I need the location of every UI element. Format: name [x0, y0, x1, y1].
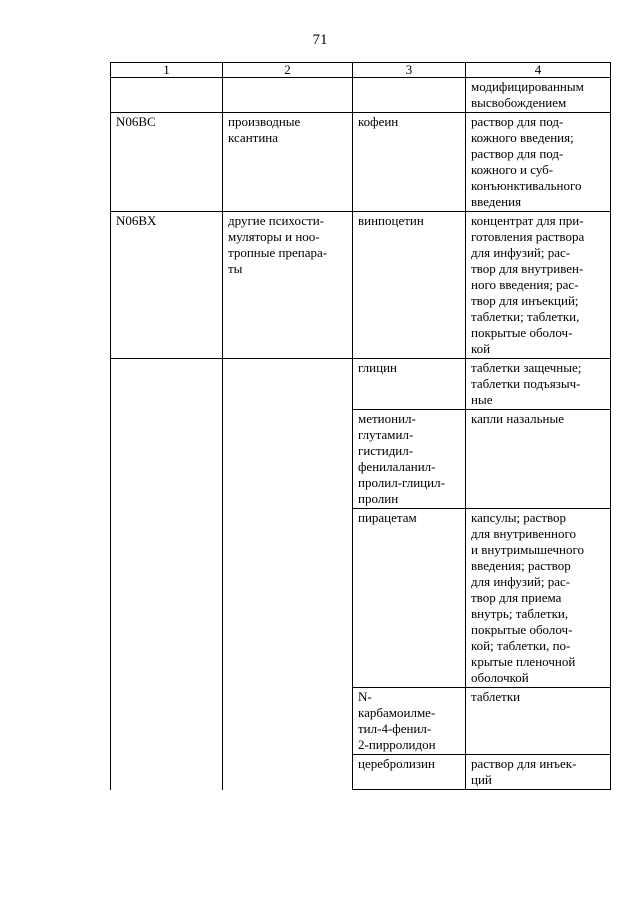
dosage-form-cell: модифицированным высвобождением: [466, 78, 611, 113]
table-header-row: [111, 63, 611, 78]
column-number-4: 4: [466, 63, 611, 78]
group-name-cell: другие психости- муляторы и ноо- тропные препара- ты: [223, 212, 353, 359]
group-name-cell-merged: [223, 410, 353, 509]
group-name-cell: производные ксантина: [223, 113, 353, 212]
atc-code-cell: [111, 78, 223, 113]
dosage-form-cell: таблетки защечные; таблетки подъязыч- ные: [466, 359, 611, 410]
table-row: [111, 755, 611, 790]
column-number-3: 3: [353, 63, 466, 78]
column-number-2: 2: [223, 63, 353, 78]
dosage-form-cell: раствор для инъек- ций: [466, 755, 611, 790]
dosage-form-cell: концентрат для при- готовления раствора для инфузий; рас- твор для внутривен- ного введения; рас- твор для инъекций; таблетки; таблетки, покрытые оболоч- кой: [466, 212, 611, 359]
table-row: [111, 113, 611, 212]
substance-cell: кофеин: [353, 113, 466, 212]
dosage-form-cell: капли назальные: [466, 410, 611, 509]
group-name-cell-merged: [223, 509, 353, 688]
group-name-cell-merged: [223, 359, 353, 410]
substance-cell: метионил- глутамил- гистидил- фенилаланил- пролил-глицил- пролин: [353, 410, 466, 509]
group-name-cell-merged: [223, 755, 353, 790]
atc-code-cell-merged: [111, 509, 223, 688]
table-row: [111, 509, 611, 688]
table-row: [111, 410, 611, 509]
atc-code-cell: N06BX: [111, 212, 223, 359]
substance-cell: глицин: [353, 359, 466, 410]
atc-code-cell-merged: [111, 410, 223, 509]
page-number: 71: [312, 32, 328, 48]
group-name-cell: [223, 78, 353, 113]
column-number-1: 1: [111, 63, 223, 78]
table-row-continuation: [111, 78, 611, 113]
atc-code-cell: N06BC: [111, 113, 223, 212]
substance-cell: [353, 78, 466, 113]
drug-table: [110, 62, 611, 790]
table-row: [111, 212, 611, 359]
table-row: [111, 359, 611, 410]
substance-cell: пирацетам: [353, 509, 466, 688]
substance-cell: церебролизин: [353, 755, 466, 790]
atc-code-cell-merged: [111, 755, 223, 790]
atc-code-cell-merged: [111, 688, 223, 755]
dosage-form-cell: таблетки: [466, 688, 611, 755]
group-name-cell-merged: [223, 688, 353, 755]
table-row: [111, 688, 611, 755]
dosage-form-cell: раствор для под- кожного введения; раствор для под- кожного и суб- конъюнктивального введения: [466, 113, 611, 212]
dosage-form-cell: капсулы; раствор для внутривенного и внутримышечного введения; раствор для инфузий; рас- твор для приема внутрь; таблетки, покрытые оболоч- кой; таблетки, по- крытые пленочной оболочкой: [466, 509, 611, 688]
substance-cell: винпоцетин: [353, 212, 466, 359]
substance-cell: N- карбамоилме- тил-4-фенил- 2-пирролидон: [353, 688, 466, 755]
atc-code-cell-merged: [111, 359, 223, 410]
